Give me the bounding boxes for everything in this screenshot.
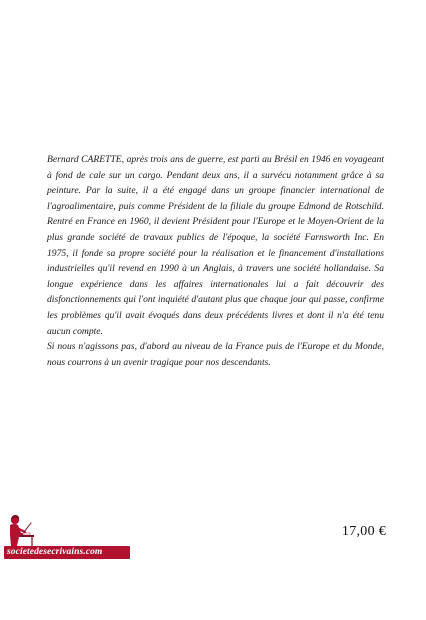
price-label: 17,00 € — [341, 524, 386, 539]
writer-at-desk-icon — [5, 513, 35, 549]
logo-banner — [4, 546, 130, 559]
publisher-logo — [4, 513, 132, 563]
blurb-paragraph-2: Si nous n'agissons pas, d'abord au niveau de la France puis de l'Europe et du Monde, nous courrons à un avenir tragique pour nos descendants. — [47, 341, 384, 368]
blurb-paragraph-1: Bernard CARETTE, après trois ans de guerre, est parti au Brésil en 1946 en voyageant à fond de cale sur un cargo. Pendant deux ans, il a survécu notamment grâce à sa peinture. Par la suite, il a été engagé dans un groupe financier international de l'agroalimentaire, puis comme Président de la filiale du groupe Edmond de Rotschild. Rentré en France en 1960, il devient Président pour l'Europe et le Moyen-Orient de la plus grande société de travaux publics de l'époque, la société Farnsworth Inc. En 1975, il fonde sa propre société pour la réalisation et le financement d'installations industrielles qu'il revend en 1990 à un Anglais, à travers une société hollandaise. Sa longue expérience dans les affaires internationales lui a fait découvrir des disfonctionnements qui l'ont inquiété d'autant plus que chaque jour qui passe, confirme les problèmes qu'il avait évoqués dans deux précédents livres et dont il n'a été tenu aucun compte. — [47, 154, 384, 337]
logo-text: societedesecrivains.com — [7, 547, 103, 557]
back-cover-blurb — [47, 152, 384, 370]
